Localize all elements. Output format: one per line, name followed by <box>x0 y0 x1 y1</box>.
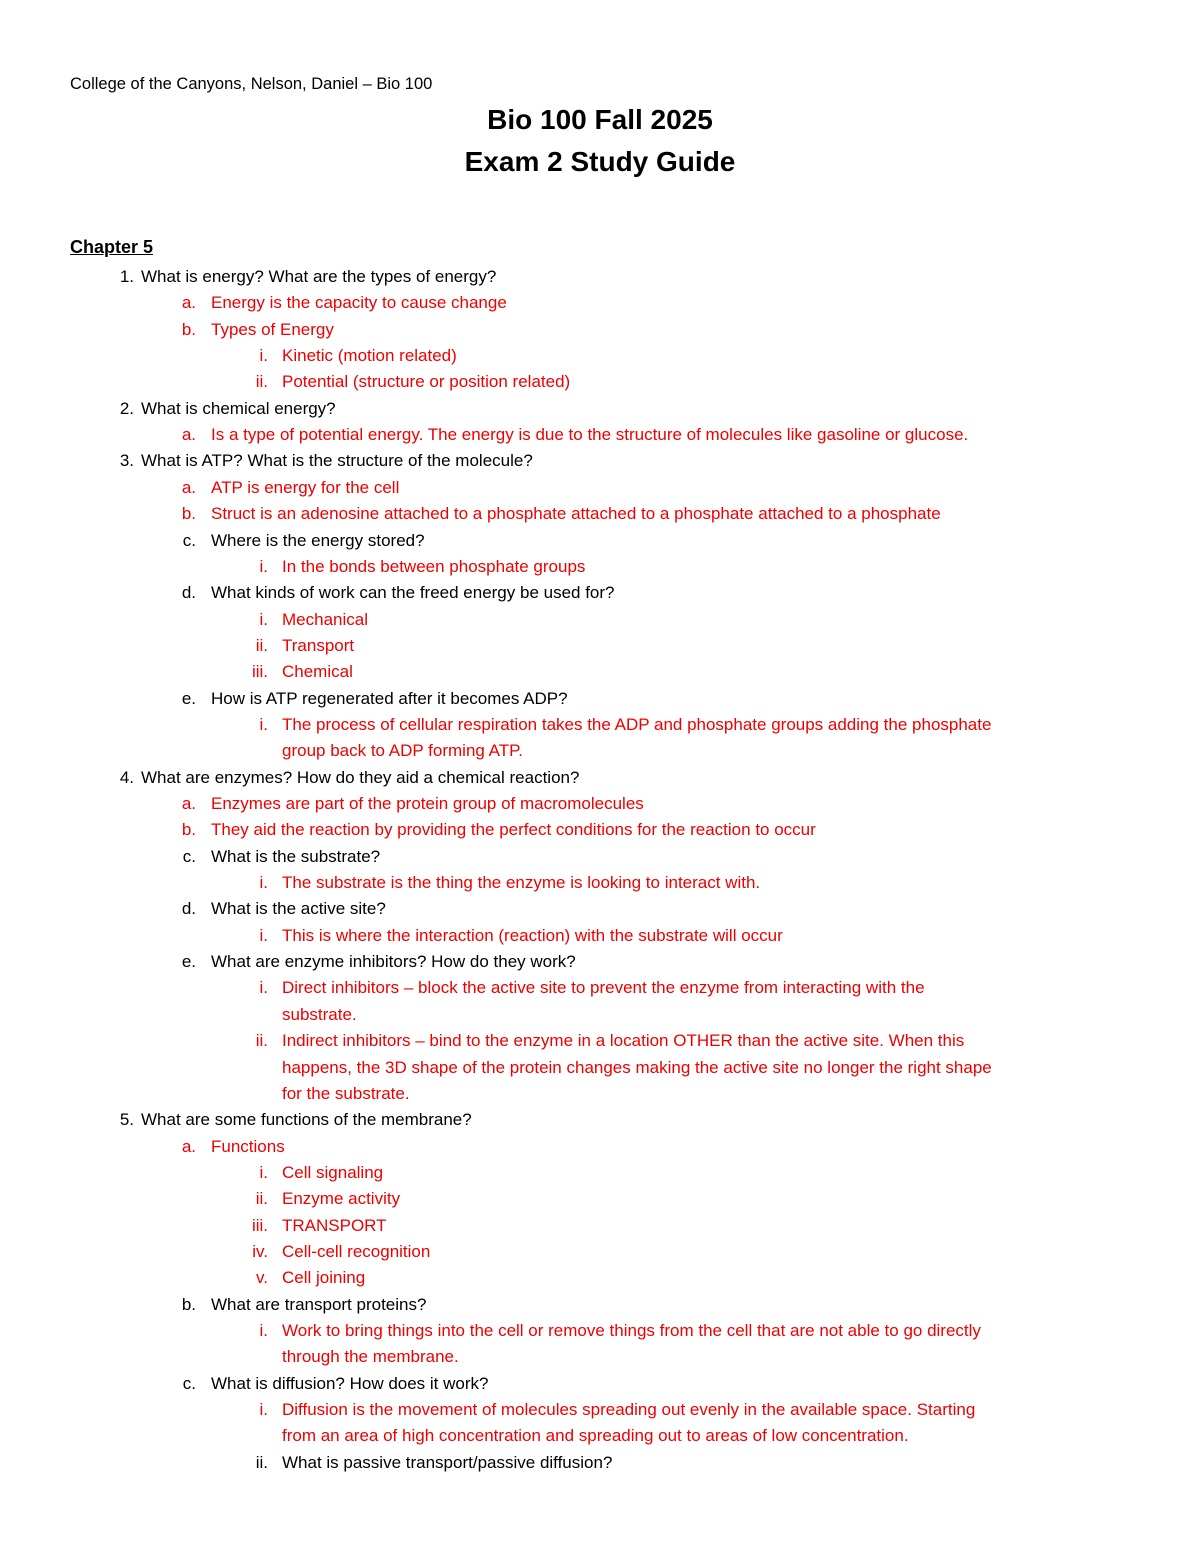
answer-text: Enzymes are part of the protein group of macromolecules <box>211 794 644 813</box>
list-marker: 3. <box>119 451 134 471</box>
answer-text: Energy is the capacity to cause change <box>211 293 507 313</box>
list-marker: v. <box>256 1268 268 1288</box>
list-marker: c. <box>182 530 196 550</box>
question-text: What are some functions of the membrane? <box>141 1110 472 1130</box>
list-marker: b. <box>181 319 196 339</box>
list-marker: i. <box>259 925 268 945</box>
answer-text: Work to bring things into the cell or remove things from the cell that are not able to go directly <box>282 1321 981 1340</box>
list-marker: i. <box>259 346 268 366</box>
question-text: What is the substrate? <box>211 846 381 866</box>
list-marker: a. <box>181 293 196 313</box>
list-marker: 4. <box>119 767 134 787</box>
list-marker: i. <box>259 1400 268 1420</box>
list-marker: 2. <box>119 398 134 418</box>
question-text: Where is the energy stored? <box>211 530 425 550</box>
question-text: What is the active site? <box>211 899 386 919</box>
list-marker: ii. <box>255 1452 268 1472</box>
question-text: What are enzymes? How do they aid a chemical reaction? <box>141 767 580 787</box>
answer-text: ATP is energy for the cell <box>211 477 400 497</box>
list-marker: c. <box>182 846 196 866</box>
answer-text: happens, the 3D shape of the protein changes making the active site no longer the right shape <box>282 1057 992 1077</box>
answer-text: for the substrate. <box>282 1083 410 1103</box>
list-marker: a. <box>181 477 196 497</box>
question-text: What are enzyme inhibitors? How do they work? <box>211 952 576 972</box>
answer-text: Enzyme activity <box>282 1189 401 1209</box>
answer-text: Chemical <box>282 662 353 682</box>
answer-text: through the membrane. <box>282 1347 459 1367</box>
list-marker: i. <box>259 556 268 576</box>
answer-text: TRANSPORT <box>282 1215 387 1235</box>
answer-text: In the bonds between phosphate groups <box>282 556 586 576</box>
answer-text: Mechanical <box>282 609 368 629</box>
question-text: What is diffusion? How does it work? <box>211 1373 489 1393</box>
list-marker: a. <box>181 425 196 445</box>
list-marker: a. <box>181 794 196 813</box>
list-marker: ii. <box>255 635 268 655</box>
answer-text: They aid the reaction by providing the perfect conditions for the reaction to occur <box>211 820 816 840</box>
course-header: College of the Canyons, Nelson, Daniel – Bio 100 <box>70 75 433 93</box>
answer-text: This is where the interaction (reaction) with the substrate will occur <box>282 925 783 945</box>
list-marker: i. <box>259 1321 268 1340</box>
list-marker: d. <box>181 899 196 919</box>
list-marker: 5. <box>119 1110 134 1130</box>
doc-title-line-2: Exam 2 Study Guide <box>464 146 736 177</box>
list-marker: iv. <box>252 1241 268 1261</box>
answer-text: Direct inhibitors – block the active site to prevent the enzyme from interacting with the <box>282 978 925 998</box>
list-marker: e. <box>181 688 196 708</box>
answer-text: group back to ADP forming ATP. <box>282 741 523 761</box>
answer-text: Functions <box>211 1136 285 1156</box>
answer-text: Kinetic (motion related) <box>282 346 457 366</box>
question-text: What is chemical energy? <box>141 398 336 418</box>
question-text: What are transport proteins? <box>211 1294 427 1314</box>
list-marker: b. <box>181 1294 196 1314</box>
list-marker: b. <box>181 504 196 524</box>
answer-text: Diffusion is the movement of molecules spreading out evenly in the available space. Starting <box>282 1400 976 1420</box>
list-marker: ii. <box>255 1189 268 1209</box>
answer-text: Struct is an adenosine attached to a phosphate attached to a phosphate attached to a phosphate <box>211 504 941 524</box>
question-text: How is ATP regenerated after it becomes ADP? <box>211 688 568 708</box>
list-marker: a. <box>181 1136 196 1156</box>
list-marker: d. <box>181 583 196 603</box>
answer-text: Transport <box>282 635 355 655</box>
answer-text: from an area of high concentration and spreading out to areas of low concentration. <box>282 1426 909 1446</box>
answer-text: Cell-cell recognition <box>282 1241 431 1261</box>
list-marker: i. <box>259 873 268 893</box>
list-marker: 1. <box>119 267 134 286</box>
list-marker: iii. <box>251 662 268 682</box>
list-marker: b. <box>181 820 196 840</box>
answer-text: The process of cellular respiration takes the ADP and phosphate groups adding the phosphate <box>282 714 992 734</box>
answer-text: Is a type of potential energy. The energy is due to the structure of molecules like gasoline or glucose. <box>211 425 969 445</box>
answer-text: Indirect inhibitors – bind to the enzyme in a location OTHER than the active site. When this <box>282 1031 965 1051</box>
list-marker: i. <box>259 609 268 629</box>
list-marker: i. <box>259 978 268 998</box>
list-marker: c. <box>182 1373 196 1393</box>
answer-text: Types of Energy <box>211 319 334 339</box>
answer-text: substrate. <box>282 1004 357 1024</box>
question-text: What is passive transport/passive diffusion? <box>282 1452 613 1472</box>
answer-text: The substrate is the thing the enzyme is looking to interact with. <box>282 873 761 893</box>
question-text: What is ATP? What is the structure of the molecule? <box>141 451 533 471</box>
answer-text: Cell signaling <box>282 1162 384 1182</box>
answer-text: Cell joining <box>282 1268 366 1288</box>
question-text: What kinds of work can the freed energy be used for? <box>211 583 615 603</box>
list-marker: ii. <box>255 1031 268 1051</box>
doc-title-line-1: Bio 100 Fall 2025 <box>487 104 713 135</box>
answer-text: Potential (structure or position related) <box>282 372 571 392</box>
list-marker: e. <box>181 952 196 972</box>
chapter-heading: Chapter 5 <box>70 237 154 257</box>
list-marker: iii. <box>251 1215 268 1235</box>
list-marker: i. <box>259 714 268 734</box>
question-text: What is energy? What are the types of energy? <box>141 267 497 286</box>
list-marker: ii. <box>255 372 268 392</box>
list-marker: i. <box>259 1162 268 1182</box>
